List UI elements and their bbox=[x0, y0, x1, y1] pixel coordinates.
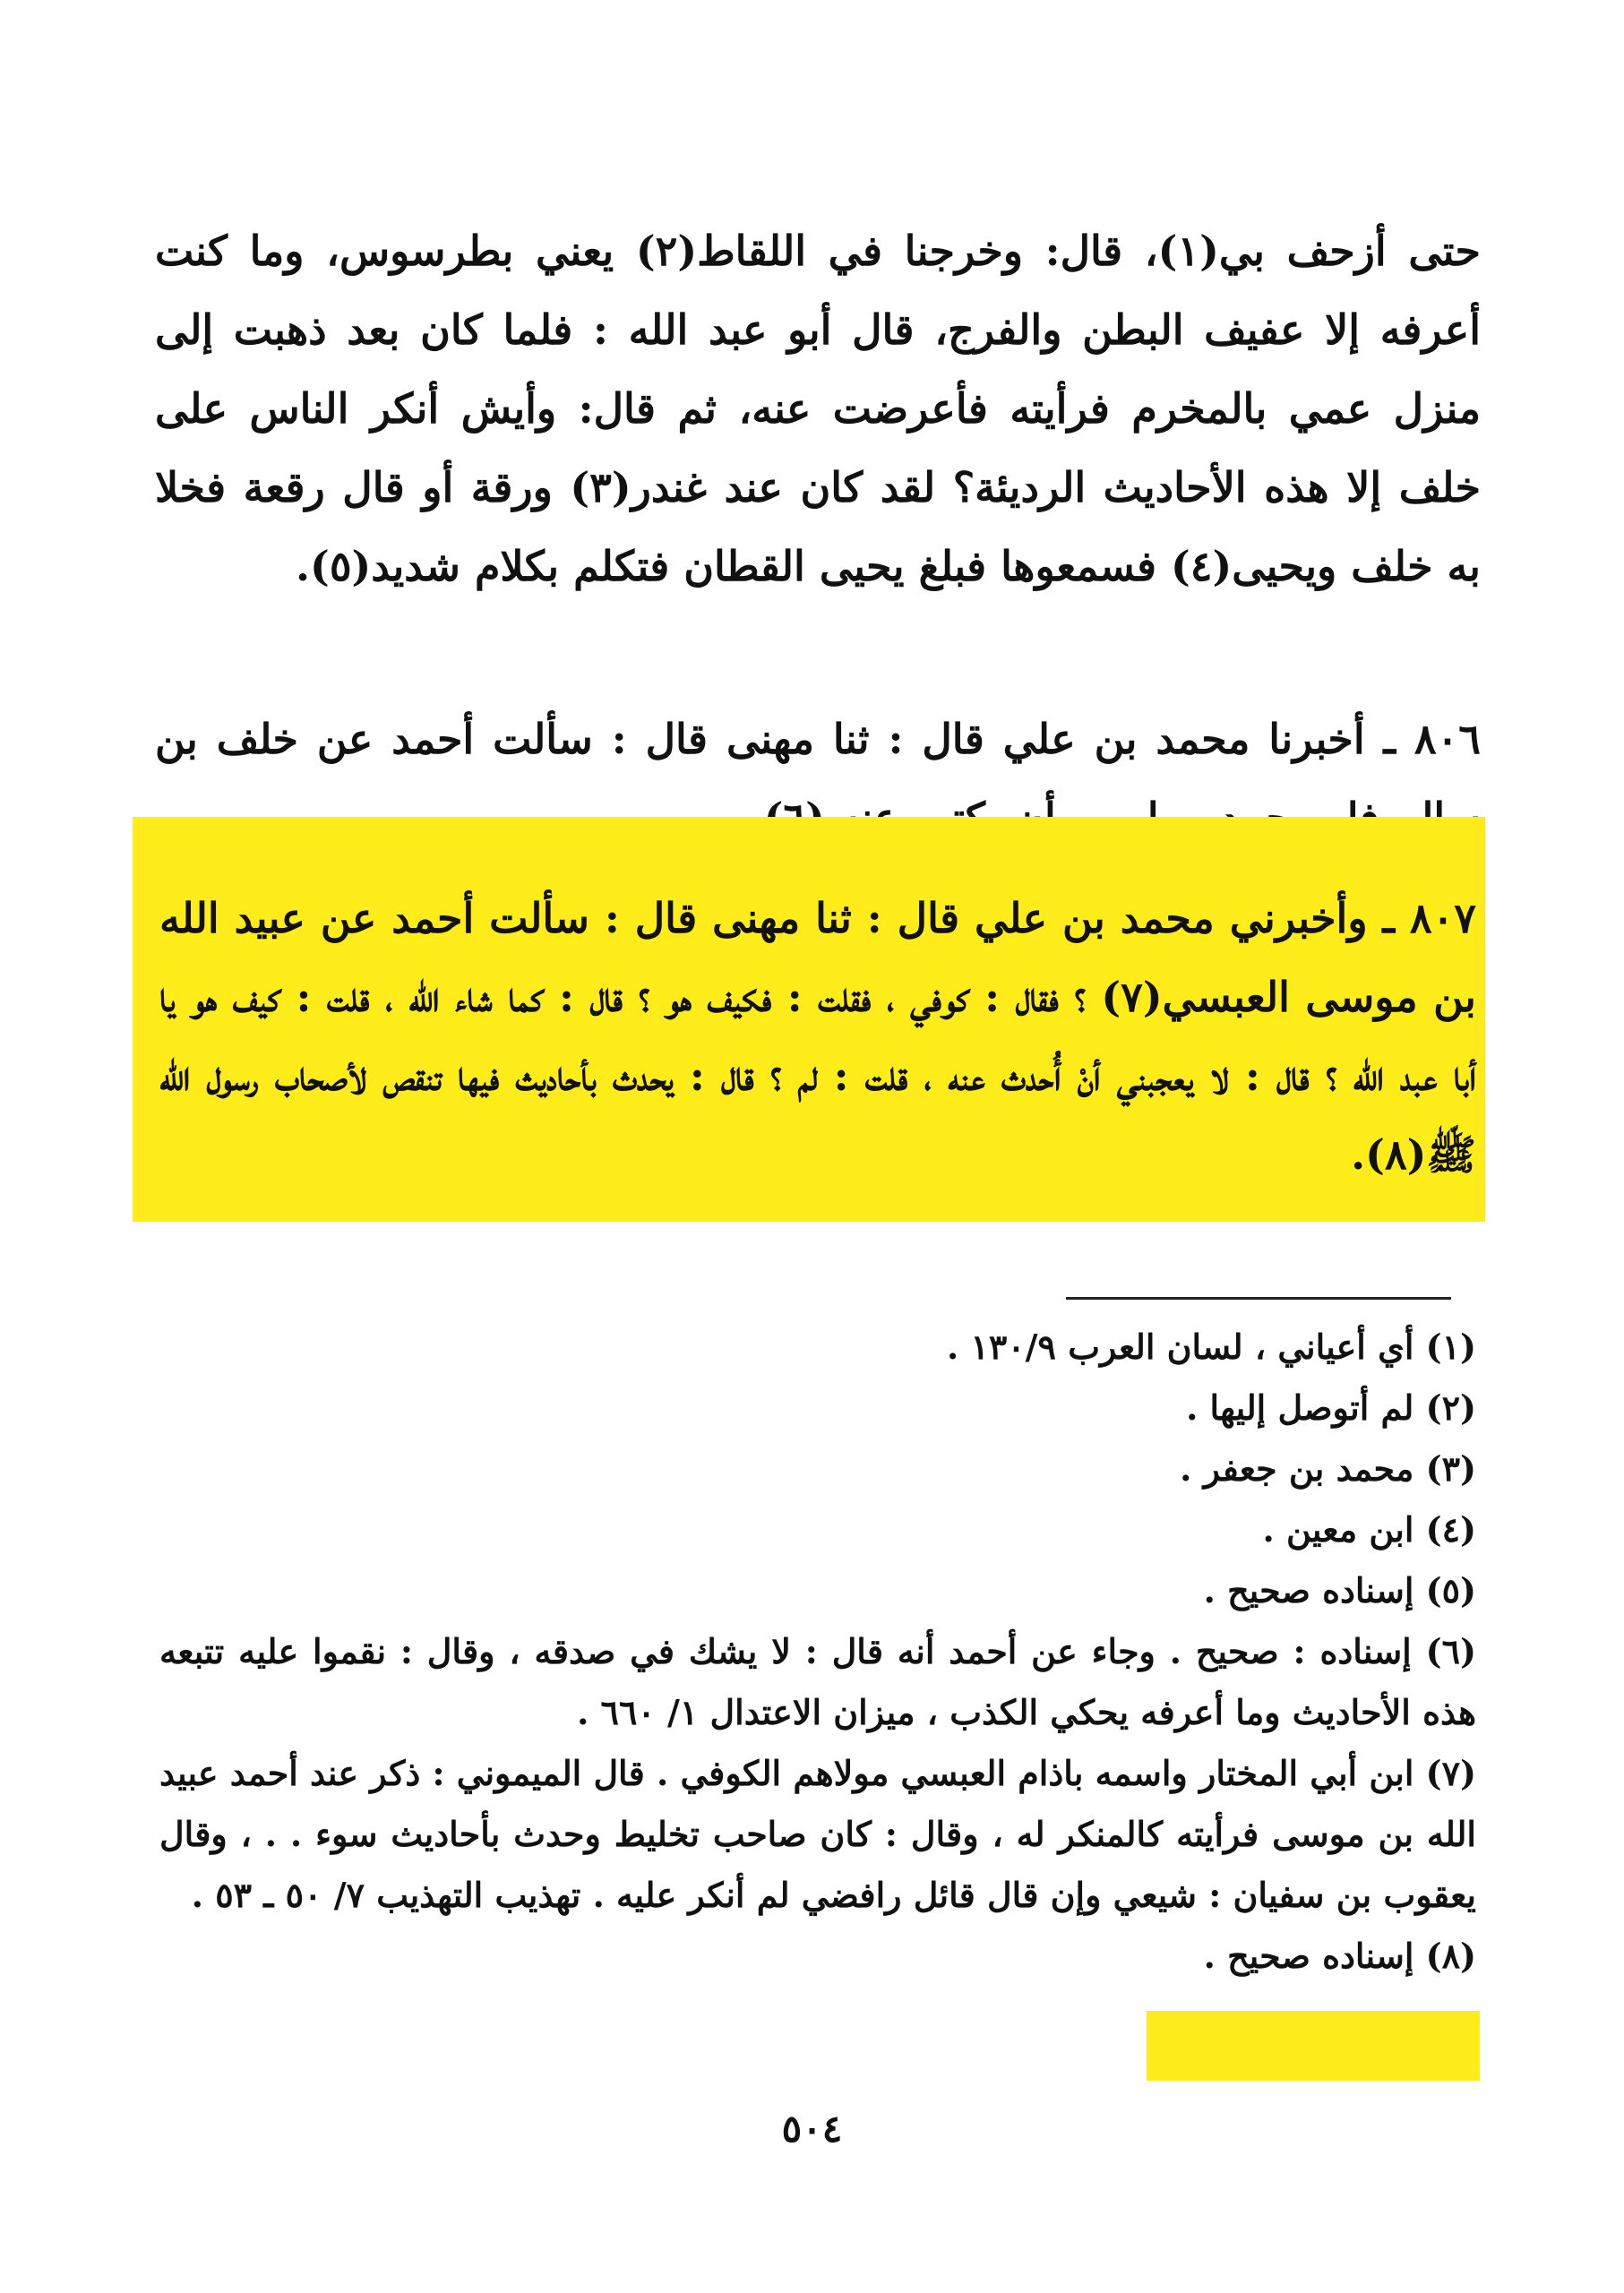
footnote-4: (٤) ابن معين . bbox=[1262, 1509, 1476, 1550]
footnote-separator bbox=[1066, 1297, 1451, 1300]
footnote-5: (٥) إسناده صحيح . bbox=[1203, 1570, 1476, 1610]
page-number: ٥٠٤ bbox=[781, 2107, 843, 2151]
footnote-2: (٢) لم أتوصل إليها . bbox=[1186, 1387, 1476, 1428]
footnote-7: (٧) ابن أبي المختار واسمه باذام العبسي مولاهم الكوفي . قال الميموني : ذكر عند أحمد عبيد الله بن موسى فرأيته كالمنكر له ، وقال : كان صاحب تخليط وحدث بأحاديث سوء . . ، وقال يعقوب بن سفيان : شيعي وإن قال قائل رافضي لم أنكر عليه . تهذيب التهذيب ٧/ ٥٠ ـ ٥٣ . bbox=[159, 1753, 1476, 1915]
highlight-footnote-8 bbox=[1147, 2011, 1480, 2081]
footnote-6: (٦) إسناده : صحيح . وجاء عن أحمد أنه قال : لا يشك في صدقه ، وقال : نقموا عليه تتبعه هذه الأحاديث وما أعرفه يحكي الكذب ، ميزان الاعتدال ١/ ٦٦٠ . bbox=[159, 1631, 1476, 1732]
footnote-3: (٣) محمد بن جعفر . bbox=[1180, 1448, 1476, 1489]
hadith-entry-806: ٨٠٦ ـ أخبرنا محمد بن علي قال : ثنا مهنى قال : سألت أحمد عن خلف بن bbox=[155, 715, 1481, 763]
footnote-8: (٨) إسناده صحيح . bbox=[1203, 1936, 1476, 1976]
footnote-1: (١) أي أعياني ، لسان العرب ١٣٠/٩ . bbox=[946, 1327, 1476, 1367]
hadith-entry-807: ٨٠٧ ـ وأخبرني محمد بن علي قال : ثنا مهنى قال : سألت أحمد عن عبيد الله بن موسى العبسي(٧) ؟ فقال : كوفي ، فقلت : فكيف هو ؟ قال : كما شاء الله ، قلت : كيف هو يا أبا عبد الله ؟ قال : لا يعجبني أنْ أُحدث عنه ، قلت : لم ؟ قال : يحدث بأحاديث فيها تنقص لأصحاب رسول الله ﷺ(٨). bbox=[159, 894, 1476, 1179]
footnotes bbox=[159, 1317, 1476, 1987]
paragraph-continuation: حتى أزحف بي(١)، قال: وخرجنا في اللقاط(٢) يعني بطرسوس، وما كنت أعرفه إلا عفيف البطن والفرج، قال أبو عبد الله : فلما كان بعد ذهبت إلى منزل عمي بالمخرم فرأيته فأعرضت عنه، ثم قال: وأيش أنكر الناس على خلف إلا هذه الأحاديث الرديئة؟ لقد كان عند غندر(٣) ورقة أو قال رقعة فخلا به خلف ويحيى(٤) فسمعوها فبلغ يحيى القطان فتكلم بكلام شديد(٥). bbox=[155, 227, 1482, 590]
